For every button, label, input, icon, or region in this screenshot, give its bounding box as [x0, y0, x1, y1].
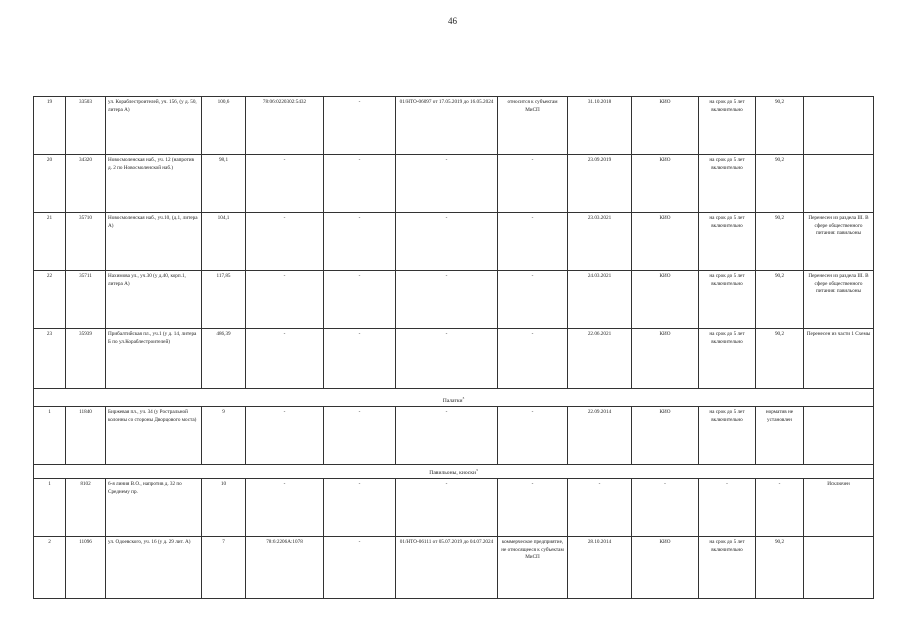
- authority-cell: КИО: [632, 271, 699, 329]
- row-number-cell: 19: [34, 97, 66, 155]
- area-cell: 100,6: [202, 97, 246, 155]
- inclusion-date-cell: 22.06.2021: [568, 329, 632, 389]
- table-row: [34, 271, 874, 329]
- authority-cell: КИО: [632, 537, 699, 599]
- agreement-cell: -: [396, 213, 498, 271]
- agreement-cell: 01/НТО-06111 от 05.07.2019 до 04.07.2024: [396, 537, 498, 599]
- term-cell: на срок до 5 лет включительно: [699, 213, 756, 271]
- object-id-cell: 11096: [66, 537, 106, 599]
- inclusion-date-cell: 23.09.2019: [568, 155, 632, 213]
- agreement-cell: -: [396, 329, 498, 389]
- table-row: [34, 213, 874, 271]
- remark-cell: Исключен: [804, 479, 874, 537]
- object-id-cell: 8102: [66, 479, 106, 537]
- term-cell: на срок до 5 лет включительно: [699, 271, 756, 329]
- column-6-cell: -: [324, 155, 396, 213]
- inclusion-date-cell: -: [568, 479, 632, 537]
- authority-cell: КИО: [632, 407, 699, 465]
- agreement-cell: 01/НТО-06097 от 17.05.2019 до 16.05.2024: [396, 97, 498, 155]
- agreement-cell: -: [396, 155, 498, 213]
- table-row: [34, 155, 874, 213]
- cadastral-number-cell: -: [246, 271, 324, 329]
- address-cell: Прибалтийская пл., уч.1 (у д. 14, литера Б по ул.Кораблестроителей): [106, 329, 202, 389]
- term-cell: -: [699, 479, 756, 537]
- address-cell: Новосмоленская наб., уч.10, (д.1, литера А): [106, 213, 202, 271]
- norm-value-cell: 90,2: [756, 271, 804, 329]
- area-cell: 10: [202, 479, 246, 537]
- cadastral-number-cell: -: [246, 407, 324, 465]
- remark-cell: [804, 407, 874, 465]
- column-6-cell: -: [324, 329, 396, 389]
- row-number-cell: 2: [34, 537, 66, 599]
- table-row: [34, 479, 874, 537]
- object-id-cell: 33503: [66, 97, 106, 155]
- register-table: [33, 96, 874, 599]
- column-6-cell: -: [324, 271, 396, 329]
- table-row: [34, 97, 874, 155]
- cadastral-number-cell: -: [246, 213, 324, 271]
- section-title: [34, 465, 874, 479]
- term-cell: на срок до 5 лет включительно: [699, 329, 756, 389]
- authority-cell: -: [632, 479, 699, 537]
- object-id-cell: 35711: [66, 271, 106, 329]
- inclusion-date-cell: 22.09.2014: [568, 407, 632, 465]
- area-cell: 7: [202, 537, 246, 599]
- object-id-cell: 34320: [66, 155, 106, 213]
- table-row: [34, 407, 874, 465]
- business-category-cell: -: [498, 271, 568, 329]
- section-header-row: [34, 389, 874, 407]
- norm-value-cell: 90,2: [756, 537, 804, 599]
- area-cell: 98,1: [202, 155, 246, 213]
- authority-cell: КИО: [632, 97, 699, 155]
- table-row: [34, 537, 874, 599]
- remark-cell: [804, 537, 874, 599]
- address-cell: Нахимова ул., уч.30 (у д.40, корп.1, литера А): [106, 271, 202, 329]
- term-cell: на срок до 5 лет включительно: [699, 155, 756, 213]
- area-cell: 104,1: [202, 213, 246, 271]
- cadastral-number-cell: -: [246, 155, 324, 213]
- inclusion-date-cell: 23.03.2021: [568, 213, 632, 271]
- norm-value-cell: 90,2: [756, 213, 804, 271]
- inclusion-date-cell: 24.03.2021: [568, 271, 632, 329]
- business-category-cell: -: [498, 329, 568, 389]
- cadastral-number-cell: 78:6:2206А:1078: [246, 537, 324, 599]
- business-category-cell: коммерческое предприятие, не относящееся к субъектам МиСП: [498, 537, 568, 599]
- address-cell: ул. Одоевского, уч. 16 (у д. 29 лит. А): [106, 537, 202, 599]
- authority-cell: КИО: [632, 329, 699, 389]
- business-category-cell: -: [498, 407, 568, 465]
- business-category-cell: относится к субъектам МиСП: [498, 97, 568, 155]
- footnote-marker: 3: [475, 468, 478, 473]
- agreement-cell: -: [396, 407, 498, 465]
- business-category-cell: -: [498, 155, 568, 213]
- agreement-cell: -: [396, 271, 498, 329]
- object-id-cell: 35710: [66, 213, 106, 271]
- row-number-cell: 1: [34, 479, 66, 537]
- authority-cell: КИО: [632, 213, 699, 271]
- row-number-cell: 23: [34, 329, 66, 389]
- row-number-cell: 1: [34, 407, 66, 465]
- remark-cell: [804, 97, 874, 155]
- address-cell: Новосмоленская наб., уч. 12 (напротив д. 2 по Новосмоленской наб.): [106, 155, 202, 213]
- column-6-cell: -: [324, 407, 396, 465]
- row-number-cell: 21: [34, 213, 66, 271]
- remark-cell: Перенесен из раздела III. В сфере общественного питания: павильоны: [804, 271, 874, 329]
- address-cell: 6-я линия В.О., напротив д. 32 по Среднему пр.: [106, 479, 202, 537]
- object-id-cell: 11840: [66, 407, 106, 465]
- area-cell: 9: [202, 407, 246, 465]
- page-number: 46: [448, 16, 457, 26]
- authority-cell: КИО: [632, 155, 699, 213]
- term-cell: на срок до 5 лет включительно: [699, 407, 756, 465]
- cadastral-number-cell: 78:06:0220302:5432: [246, 97, 324, 155]
- table-row: [34, 329, 874, 389]
- footnote-marker: 3: [462, 396, 465, 401]
- cadastral-number-cell: -: [246, 479, 324, 537]
- remark-cell: [804, 155, 874, 213]
- column-6-cell: -: [324, 537, 396, 599]
- remark-cell: Перенесен из части 1 Схемы: [804, 329, 874, 389]
- norm-value-cell: 90,2: [756, 97, 804, 155]
- cadastral-number-cell: -: [246, 329, 324, 389]
- norm-value-cell: 90,2: [756, 329, 804, 389]
- business-category-cell: -: [498, 213, 568, 271]
- object-id-cell: 35939: [66, 329, 106, 389]
- remark-cell: Перенесен из раздела III. В сфере общественного питания: павильоны: [804, 213, 874, 271]
- inclusion-date-cell: 28.10.2014: [568, 537, 632, 599]
- norm-value-cell: норматив не установлен: [756, 407, 804, 465]
- section-header-row: [34, 465, 874, 479]
- column-6-cell: -: [324, 97, 396, 155]
- address-cell: ул. Кораблестроителей, уч. 156, (у д. 50, литера А): [106, 97, 202, 155]
- section-title-text: Павильоны, киоски: [429, 469, 476, 476]
- area-cell: 117,85: [202, 271, 246, 329]
- norm-value-cell: 90,2: [756, 155, 804, 213]
- norm-value-cell: -: [756, 479, 804, 537]
- term-cell: на срок до 5 лет включительно: [699, 97, 756, 155]
- section-title-text: Палатки: [442, 397, 463, 404]
- column-6-cell: -: [324, 213, 396, 271]
- address-cell: Биржевая пл., уч. 34 (у Ростральной колонны со стороны Дворцового моста): [106, 407, 202, 465]
- row-number-cell: 20: [34, 155, 66, 213]
- inclusion-date-cell: 31.10.2018: [568, 97, 632, 155]
- column-6-cell: -: [324, 479, 396, 537]
- row-number-cell: 22: [34, 271, 66, 329]
- area-cell: 486,39: [202, 329, 246, 389]
- business-category-cell: -: [498, 479, 568, 537]
- section-title: [34, 389, 874, 407]
- agreement-cell: -: [396, 479, 498, 537]
- term-cell: на срок до 5 лет включительно: [699, 537, 756, 599]
